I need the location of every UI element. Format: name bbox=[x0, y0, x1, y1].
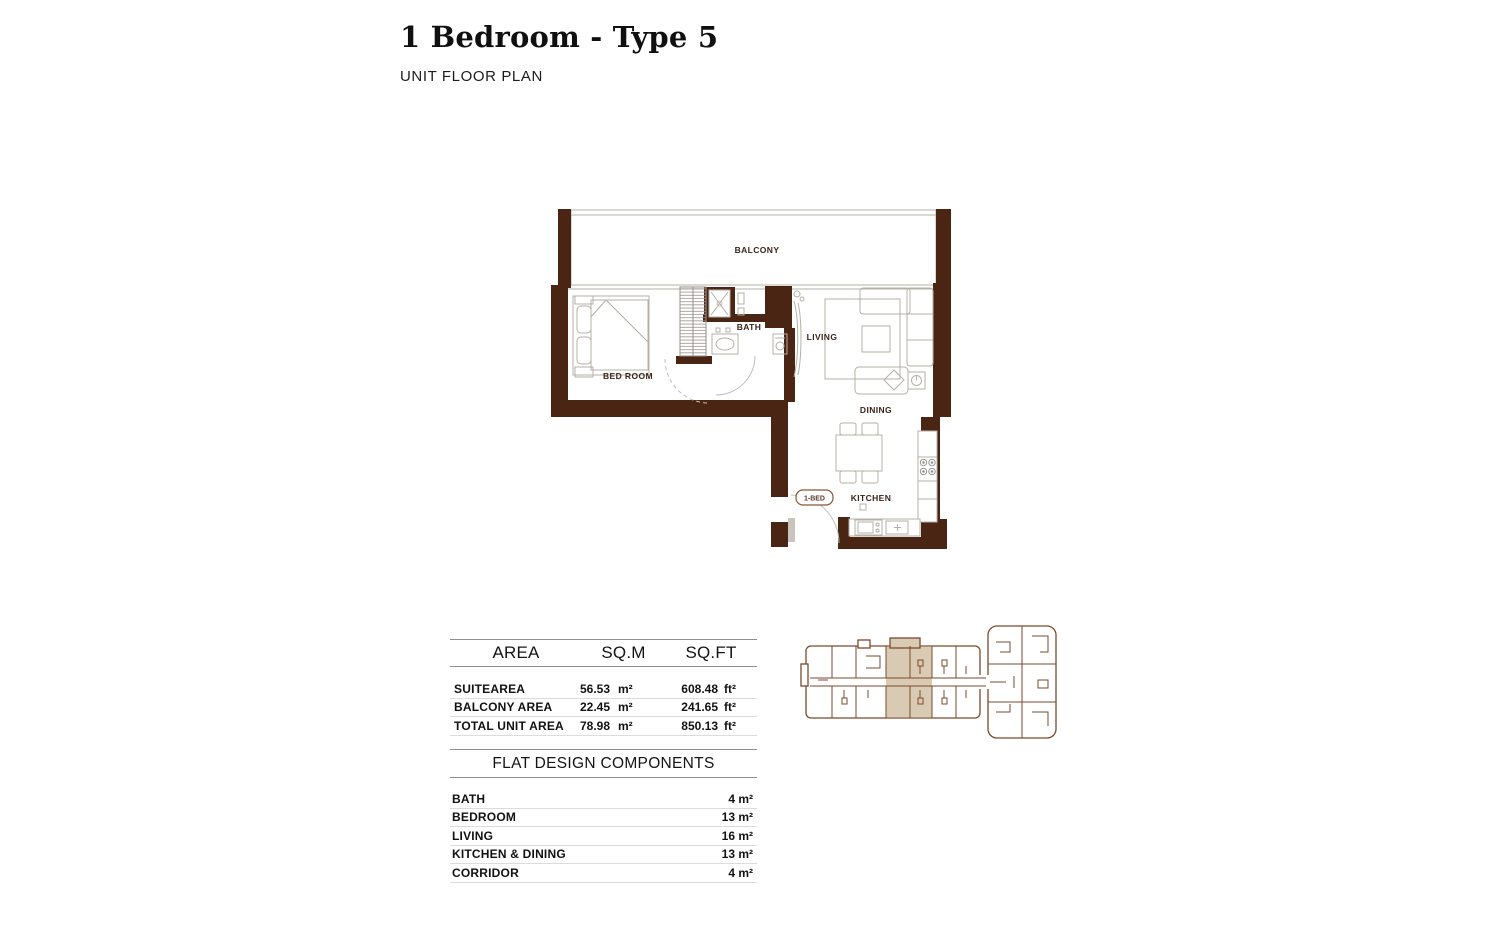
component-row bbox=[450, 827, 757, 846]
row-sqft: 608.48 bbox=[681, 681, 718, 696]
wall-bath-living bbox=[784, 328, 795, 402]
col-header-area: AREA bbox=[492, 643, 540, 662]
sofa-right bbox=[907, 288, 933, 366]
component-label: CORRIDOR bbox=[452, 865, 519, 880]
components-title: FLAT DESIGN COMPONENTS bbox=[492, 754, 715, 772]
component-value: 13 m² bbox=[721, 810, 753, 825]
col-header-sqm: SQ.M bbox=[601, 643, 646, 662]
row-label: TOTAL UNIT AREA bbox=[454, 718, 564, 733]
component-row bbox=[450, 809, 757, 828]
building-key-plan bbox=[800, 620, 1062, 744]
title-block bbox=[400, 20, 718, 85]
col-header-sqft: SQ.FT bbox=[685, 643, 737, 662]
shower-icon bbox=[709, 290, 744, 317]
row-sqft: 850.13 bbox=[681, 718, 718, 733]
kitchen-counters bbox=[849, 431, 937, 536]
dining-label: DINING bbox=[859, 405, 893, 415]
bedroom-door-arc bbox=[665, 359, 709, 403]
coffee-table bbox=[862, 326, 890, 352]
component-row bbox=[450, 864, 757, 883]
components-table bbox=[450, 749, 757, 883]
page-subtitle: UNIT FLOOR PLAN bbox=[400, 68, 543, 85]
bath-door-arc bbox=[716, 356, 755, 395]
table-header-line bbox=[450, 666, 757, 667]
living-label: LIVING bbox=[806, 332, 838, 342]
wall-kitchen-cap bbox=[838, 517, 850, 549]
row-label: BALCONY AREA bbox=[454, 700, 553, 715]
component-row bbox=[450, 846, 757, 865]
component-value: 4 m² bbox=[728, 865, 753, 880]
wall-balcony-stub-left bbox=[558, 209, 571, 288]
row-sqm: 56.53 bbox=[579, 681, 610, 696]
wall-corridor bbox=[771, 417, 788, 497]
component-value: 16 m² bbox=[721, 828, 753, 843]
kitchen-label: KITCHEN bbox=[850, 493, 892, 503]
wall-right-upper bbox=[933, 283, 951, 417]
wall-corridor-stub bbox=[771, 522, 788, 547]
door-arcs bbox=[665, 356, 839, 543]
unit-tag bbox=[796, 490, 833, 505]
component-value: 13 m² bbox=[721, 847, 753, 862]
outlet-icon bbox=[860, 504, 866, 510]
row-sqft-unit: ft² bbox=[724, 700, 736, 715]
wall-balcony-stub-right bbox=[936, 209, 951, 288]
row-sqm-unit: m² bbox=[618, 718, 633, 733]
row-sqm-unit: m² bbox=[618, 700, 633, 715]
bedroom-label: BED ROOM bbox=[603, 371, 653, 381]
sink-icon bbox=[712, 328, 738, 354]
page-title: 1 Bedroom - Type 5 bbox=[400, 20, 719, 54]
table-row bbox=[450, 680, 757, 699]
area-table bbox=[450, 639, 757, 736]
component-label: LIVING bbox=[452, 828, 494, 843]
dining-table-icon bbox=[836, 423, 882, 483]
area-table-header bbox=[450, 640, 757, 666]
row-sqft-unit: ft² bbox=[724, 718, 736, 733]
wall-left bbox=[551, 285, 568, 417]
component-label: BATH bbox=[452, 791, 486, 806]
wall-kitchen-bottom bbox=[838, 537, 947, 549]
component-row bbox=[450, 790, 757, 809]
row-sqft-unit: ft² bbox=[724, 681, 736, 696]
component-value: 4 m² bbox=[728, 791, 753, 806]
unit-tag-label: 1-BED bbox=[803, 495, 826, 503]
row-sqm: 78.98 bbox=[579, 718, 610, 733]
row-sqm-unit: m² bbox=[618, 681, 633, 696]
bed-icon bbox=[573, 296, 649, 377]
balcony-label: BALCONY bbox=[734, 245, 780, 255]
unit-floor-plan bbox=[548, 204, 958, 554]
component-label: KITCHEN & DINING bbox=[452, 847, 566, 862]
bath-label: BATH bbox=[736, 322, 762, 332]
wall-bedroom-bottom bbox=[551, 400, 788, 417]
sofa-top bbox=[860, 288, 910, 314]
row-label: SUITEAREA bbox=[454, 681, 526, 696]
chaise-pillow bbox=[884, 370, 904, 390]
wall-wardrobe-bar bbox=[676, 356, 712, 364]
row-sqft: 241.65 bbox=[681, 700, 718, 715]
table-row bbox=[450, 699, 757, 718]
component-label: BEDROOM bbox=[452, 810, 517, 825]
row-sqm: 22.45 bbox=[579, 700, 610, 715]
table-row bbox=[450, 717, 757, 736]
wardrobe-icon bbox=[680, 287, 706, 356]
entrance-door-panel bbox=[788, 518, 795, 542]
